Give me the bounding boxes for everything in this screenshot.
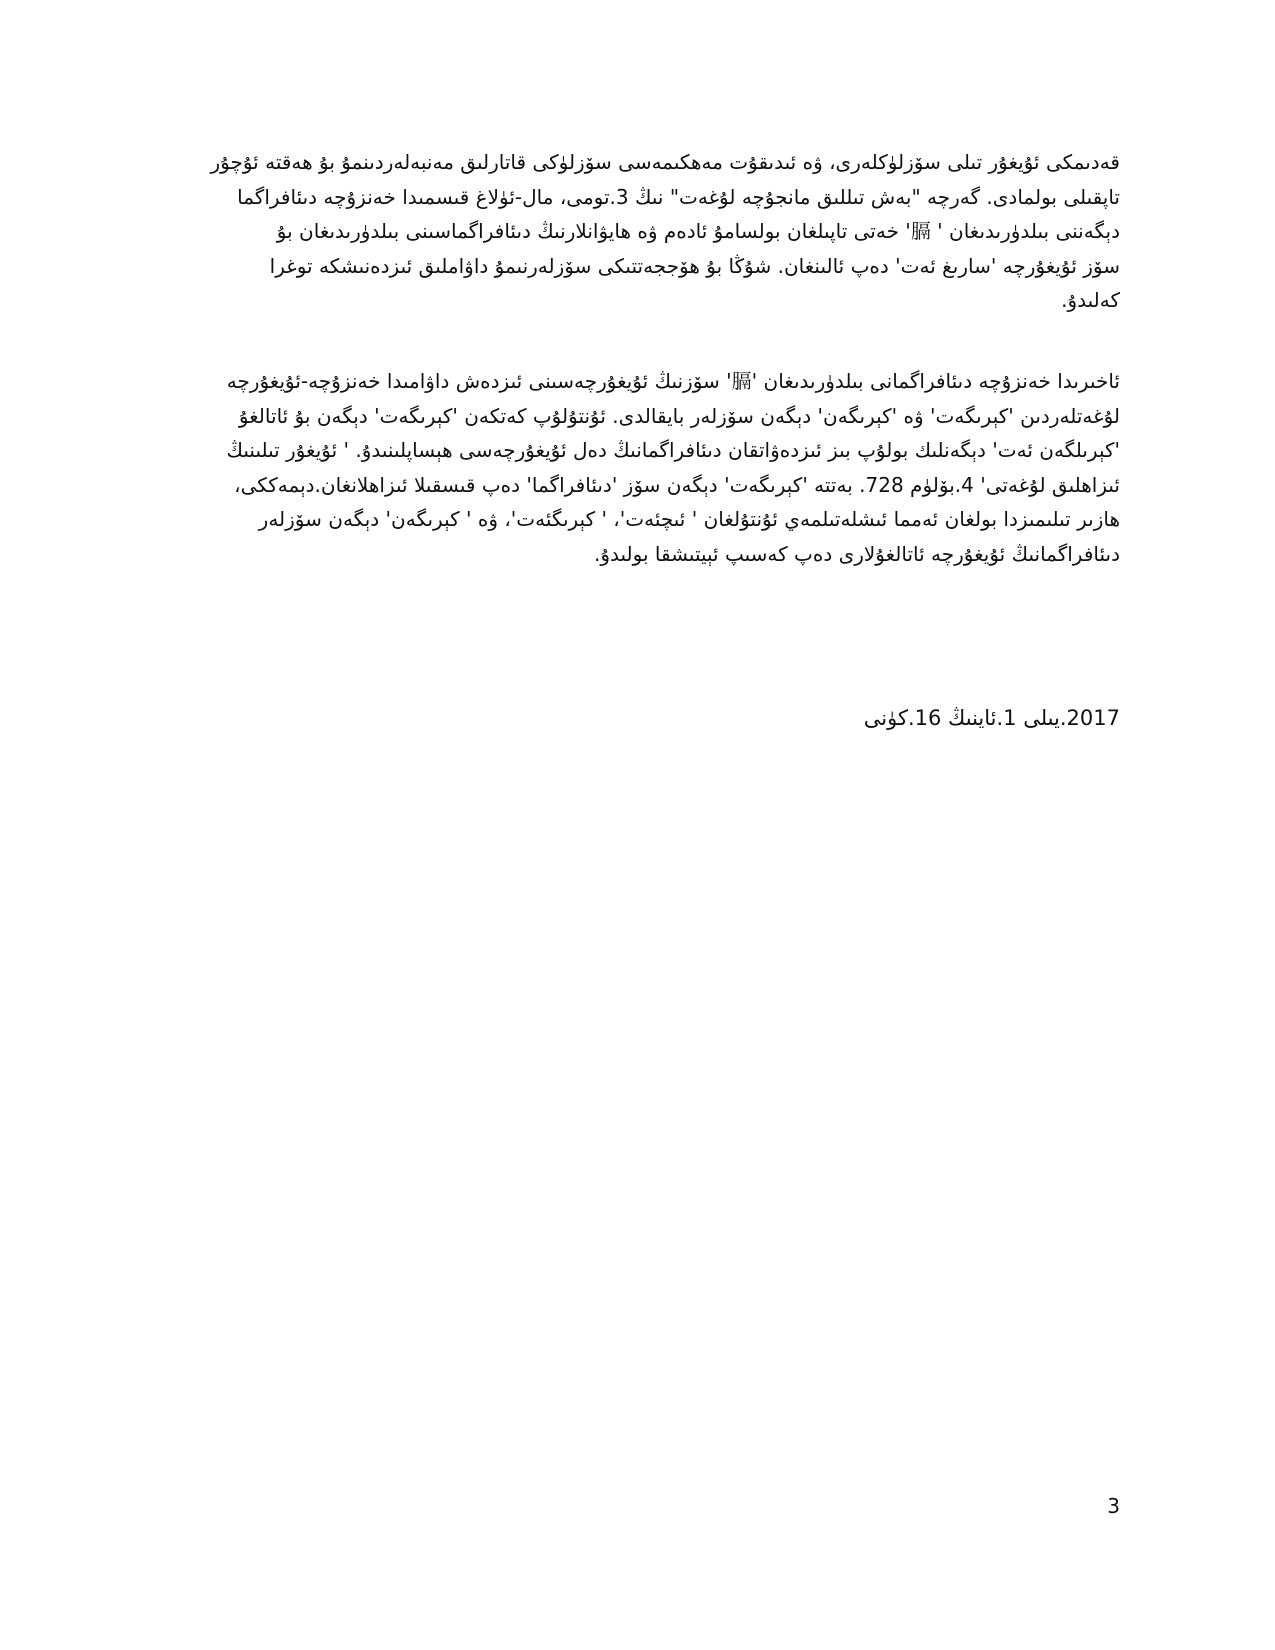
paragraph-line: كەلىدۇ.: [1061, 288, 1120, 312]
paragraph-line: دىئافراگمانىڭ ئۇيغۇرچە ئاتالغۇلارى دەپ كەسىپ ئېيتىشقا بولىدۇ.: [593, 541, 1120, 566]
document-date: 2017.يىلى 1.ئاينىڭ 16.كۈنى: [863, 706, 1120, 730]
paragraph-line: ئاخىرىدا خەنزۇچە دىئافراگمانى بىلدۈرىدىغان '膈' سۆزنىڭ ئۇيغۇرچەسىنى ئىزدەش داۋامىدا خەنزۇچە-ئۇيغۇرچە: [226, 369, 1120, 393]
paragraph-line: قەدىمكى ئۇيغۇر تىلى سۆزلۈكلەرى، ۋە ئىدىقۇت مەھكىمەسى سۆزلۈكى قاتارلىق مەنبەلەردىنمۇ بۇ ھەقتە ئۇچۇر: [210, 150, 1120, 174]
paragraph-line: لۇغەتلەردىن 'كېرىگەت' ۋە 'كېرىگەن' دېگەن سۆزلەر بايقالدى. ئۇنتۇلۇپ كەتكەن 'كېرىگەت' دېگەن بۇ ئاتالغۇ: [238, 403, 1120, 428]
paragraph-line: ئىزاھلىق لۇغەتى' 4.بۆلۈم 728. بەتتە 'كېرىگەت' دېگەن سۆز 'دىئافراگما' دەپ قىسقىلا ئىزاھلانغان.دېمەككى،: [234, 472, 1120, 497]
page-number: 3: [1107, 1494, 1120, 1518]
paragraph-2: [172, 364, 1120, 571]
paragraph-line: 'كېرىلگەن ئەت' دېگەنلىك بولۇپ بىز ئىزدەۋاتقان دىئافراگمانىڭ دەل ئۇيغۇرچەسى ھېساپلىنىدۇ. ' ئۇيغۇر تىلىنىڭ: [226, 438, 1120, 462]
paragraph-line: دېگەننى بىلدۈرىدىغان ' 膈' خەتى تاپىلغان بولسامۇ ئادەم ۋە ھايۋانلارنىڭ دىئافراگماسىنى بىلدۈرىدىغان بۇ: [276, 219, 1120, 243]
paragraph-line: ھازىر تىلىمىزدا بولغان ئەمما ئىشلەتىلمەي ئۇنتۇلغان ' ئىچئەت'، ' كېرىگئەت'، ۋە ' كېرىگەن' دېگەن سۆزلەر: [258, 507, 1120, 531]
paragraph-line: سۆز ئۇيغۇرچە 'سارىغ ئەت' دەپ ئالىنغان. شۇڭا بۇ ھۆججەتتىكى سۆزلەرنىمۇ داۋاملىق ئىزدەنىشكە توغرا: [269, 253, 1120, 278]
paragraph-line: تاپقىلى بولمادى. گەرچە "بەش تىللىق مانجۇچە لۇغەت" نىڭ 3.تومى، مال-ئۈلاغ قىسمىدا خەنزۇچە دىئافراگما: [237, 184, 1120, 209]
paragraph-1: [172, 145, 1120, 318]
